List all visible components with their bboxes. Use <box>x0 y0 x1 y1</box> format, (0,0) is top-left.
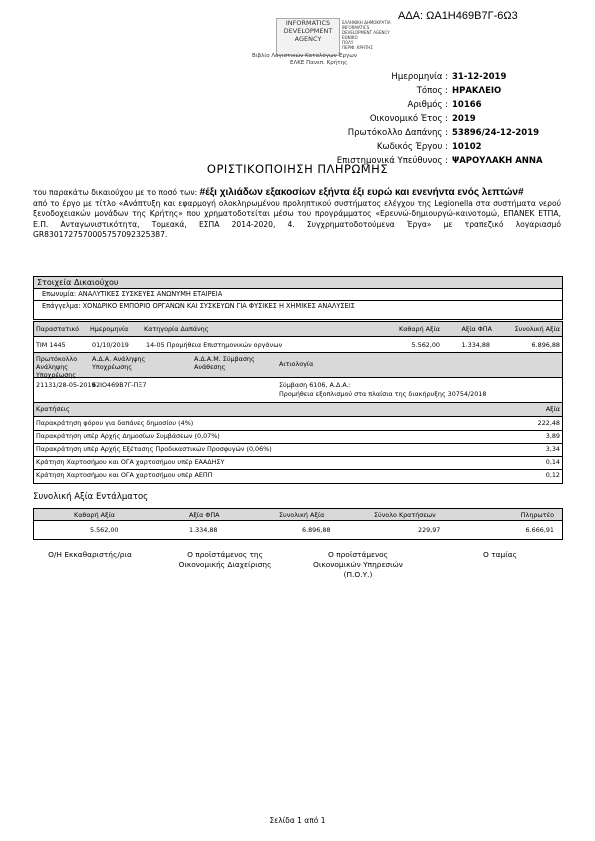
meta-row-protocol: Πρωτόκολλο Δαπάνης : 53896/24-12-2019 <box>347 128 540 138</box>
ada-number: ΑΔΑ: ΩΑ1Η469Β7Γ-6Ω3 <box>398 10 518 22</box>
logo-caption-sub: ΕΛΚΕ Πανεπ. Κρήτης <box>290 60 348 66</box>
col-document: Παραστατικό <box>36 325 80 333</box>
deduction-label: Παρακράτηση φόρου για δαπάνες δημοσίου (4%) <box>36 419 194 427</box>
beneficiary-heading: Στοιχεία Δικαιούχου <box>34 277 562 289</box>
signature-financial-services-head: Ο προϊστάμενος Οικονομικών Υπηρεσιών (Π.Ο.Υ.) <box>313 550 403 579</box>
deduction-value: 3,34 <box>545 445 560 453</box>
deduction-value: 0,14 <box>545 458 560 466</box>
beneficiary-box <box>33 276 563 320</box>
cell-justification-2: Προμήθεια εξοπλισμού στα πλαίσια της διακήρυξης 30754/2018 <box>279 390 487 398</box>
document-meta <box>300 70 560 168</box>
beneficiary-name: Επωνυμία: ΑΝΑΛΥΤΙΚΕΣ ΣΥΣΚΕΥΕΣ ΑΝΩΝΥΜΗ ΕΤΑΙΡΕΙΑ <box>34 289 562 301</box>
cell-vat: 1.334,88 <box>461 341 490 349</box>
deduction-label: Κράτηση Χαρτοσήμου και ΟΓΑ χαρτοσήμου υπέρ ΕΑΑΔΗΣΥ <box>36 458 225 466</box>
agency-logo: INFORMATICS DEVELOPMENT AGENCY <box>276 18 340 56</box>
deduction-value: 3,89 <box>545 432 560 440</box>
summary-title: Συνολική Αξία Εντάλματος <box>33 492 149 502</box>
summary-net: 5.562,00 <box>90 526 119 534</box>
summary-col-total: Συνολική Αξία <box>279 511 325 519</box>
paragraph-body: από το έργο με τίτλο «Ανάπτυξη και εφαρμογή ολοκληρωμένου προληπτικού συστήματος ελέγχου της Legionella στα συστήματα νερού ξενοδοχειακών μονάδων της Κρήτης» που χρηματοδοτείται μέσω του προγράμματος «Ερευνώ-δημιουργώ-καινοτομώ, ΕΠΑΝΕΚ ΕΤΠΑ, Ε.Π. Ανταγωνιστικότητα, Τομεακά, ΕΣΠΑ 2014-2020, 4. Συγχρηματοδοτούμενα Έργα» με τραπεζικό λογαριασμό GR8301727570005757092325387. <box>33 198 561 239</box>
meta-row-date: Ημερομηνία : 31-12-2019 <box>391 72 507 82</box>
deductions-header-row <box>34 402 562 417</box>
cell-justification-1: Σύμβαση 6106, Α.Δ.Α.: <box>279 381 351 389</box>
meta-row-supervisor: Επιστημονικά Υπεύθυνος : ΨΑΡΟΥΛΑΚΗ ΑΝΝΑ <box>336 156 543 166</box>
col-category: Κατηγορία Δαπάνης <box>144 325 209 333</box>
col-net: Καθαρή Αξία <box>399 325 440 333</box>
signature-liquidator: Ο/Η Εκκαθαριστής/ρια <box>48 550 132 559</box>
deduction-value: 0,12 <box>545 471 560 479</box>
cell-total: 6.896,88 <box>531 341 560 349</box>
row-divider <box>34 443 562 444</box>
cell-ada-commitment: 62ΙΟ469Β7Γ-ΠΞ7 <box>92 381 147 389</box>
col-justification: Αιτιολογία <box>279 360 314 368</box>
beneficiary-profession: Επάγγελμα: ΧΟΝΔΡΙΚΟ ΕΜΠΟΡΙΟ ΟΡΓΑΝΩΝ ΚΑΙ ΣΥΣΚΕΥΩΝ ΓΙΑ ΦΥΣΙΚΕΣ Η ΧΗΜΙΚΕΣ ΑΝΑΛΥΣΕΙΣ <box>42 302 355 310</box>
deduction-label: Παρακράτηση υπέρ Αρχής Δημοσίων Συμβάσεων (0,07%) <box>36 432 220 440</box>
row-divider <box>34 430 562 431</box>
logo-caption: Βιβλίο Λογιστικών Καταλόγων Έργων <box>252 53 357 59</box>
summary-table <box>33 508 563 540</box>
col-total: Συνολική Αξία <box>514 325 560 333</box>
page-number: Σελίδα 1 από 1 <box>269 816 326 825</box>
deduction-value: 222,48 <box>537 419 560 427</box>
col-vat: Αξία ΦΠΑ <box>461 325 492 333</box>
summary-col-vat: Αξία ΦΠΑ <box>189 511 220 519</box>
page-title: ΟΡΙΣΤΙΚΟΠΟΙΗΣΗ ΠΛΗΡΩΜΗΣ <box>206 162 389 176</box>
summary-vat: 1.334,88 <box>189 526 218 534</box>
deduction-label: Κράτηση Χαρτοσήμου και ΟΓΑ χαρτοσήμου υπέρ ΑΕΠΠ <box>36 471 213 479</box>
cell-document: ΤΙΜ 1445 <box>36 341 66 349</box>
cell-protocol: 21131/28-05-2019 <box>36 381 96 389</box>
signature-cashier: Ο ταμίας <box>483 550 517 559</box>
col-protocol: Πρωτόκολλο Ανάληψης Υποχρέωσης <box>36 355 78 379</box>
col-ada-commitment: Α.Δ.Α. Ανάληψης Υποχρέωσης <box>92 355 146 371</box>
cell-category: 14-05 Προμήθεια Επιστημονικών οργάνων <box>146 341 283 349</box>
summary-col-net: Καθαρή Αξία <box>74 511 115 519</box>
meta-row-number: Αριθμός : 10166 <box>407 100 482 110</box>
row-divider <box>34 456 562 457</box>
deduction-label: Παρακράτηση υπέρ Αρχής Εξέτασης Προδικαστικών Προσφυγών (0,06%) <box>36 445 272 453</box>
logo-side-text: ΕΛΛΗΝΙΚΗ ΔΗΜΟΚΡΑΤΙΑ INFORMATICS DEVELOPMENT AGENCY ΕΘΝΙΚΟ ΠΟΛΥ ΠΕΡΙΦ. ΚΡΗΤΗΣ <box>342 20 391 50</box>
signature-finance-head: Ο προϊστάμενος της Οικονομικής Διαχείρισης <box>178 550 272 569</box>
deductions-value-heading: Αξία <box>545 405 560 413</box>
meta-row-fiscal-year: Οικονομικό Έτος : 2019 <box>369 114 476 124</box>
meta-row-project-code: Κωδικός Έργου : 10102 <box>376 142 482 152</box>
summary-col-payable: Πληρωτέο <box>520 511 554 519</box>
summary-total: 6.896,88 <box>302 526 331 534</box>
cell-date: 01/10/2019 <box>92 341 129 349</box>
expense-details-table <box>33 321 563 484</box>
summary-deductions: 229,97 <box>418 526 441 534</box>
amount-in-words: #έξι χιλιάδων εξακοσίων εξήντα έξι ευρώ και ενενήντα ενός λεπτών# <box>199 187 524 198</box>
row-divider <box>34 469 562 470</box>
col-date: Ημερομηνία <box>90 325 129 333</box>
deductions-heading: Κρατήσεις <box>36 405 70 413</box>
paragraph-intro: του παρακάτω δικαιούχου με το ποσό των: <box>33 188 198 197</box>
summary-payable: 6.666,91 <box>525 526 554 534</box>
meta-row-place: Τόπος : ΗΡΑΚΛΕΙΟ <box>416 86 502 96</box>
summary-col-deductions: Σύνολο Κρατήσεων <box>374 511 436 519</box>
col-adam-contract: Α.Δ.Α.Μ. Σύμβασης Ανάθεσης <box>194 355 255 371</box>
cell-net: 5.562,00 <box>411 341 440 349</box>
payment-paragraph <box>33 188 561 241</box>
